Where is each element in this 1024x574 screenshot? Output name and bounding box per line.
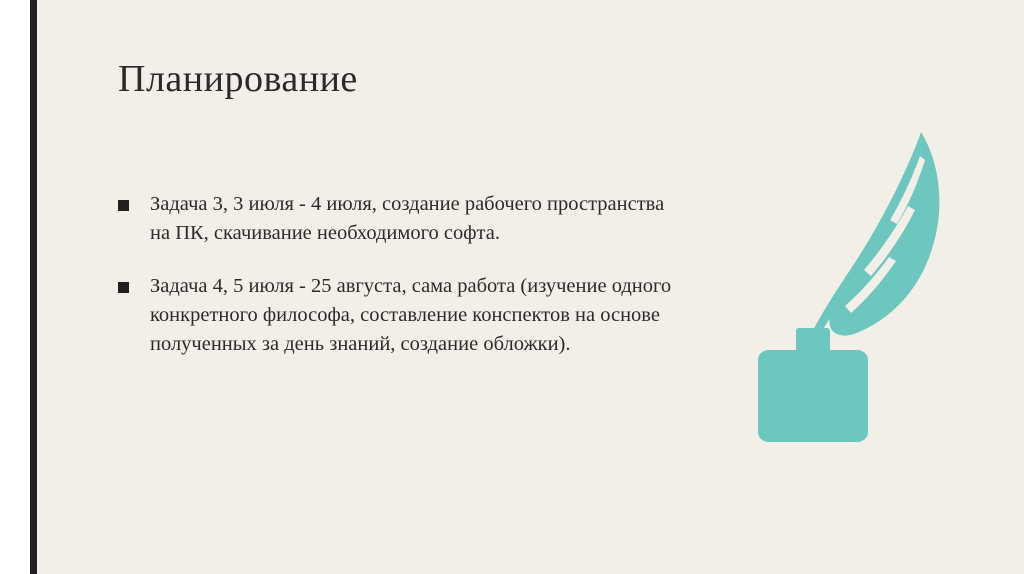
list-item — [118, 272, 678, 359]
bullet-square-icon — [118, 200, 129, 211]
bullet-text: Задача 3, 3 июля - 4 июля, создание рабочего пространства на ПК, скачивание необходимого софта. — [150, 193, 665, 245]
slide-left-margin — [0, 0, 30, 574]
page-title: Планирование — [118, 58, 358, 100]
bullet-text: Задача 4, 5 июля - 25 августа, сама работа (изучение одного конкретного философа, составление конспектов на основе полученных за день знаний, создание обложки). — [150, 275, 672, 356]
bullet-square-icon — [118, 282, 129, 293]
slide-accent-bar — [30, 0, 37, 574]
list-item — [118, 190, 678, 248]
quill-and-inkwell-illustration — [706, 120, 966, 450]
bullet-list — [118, 190, 678, 384]
